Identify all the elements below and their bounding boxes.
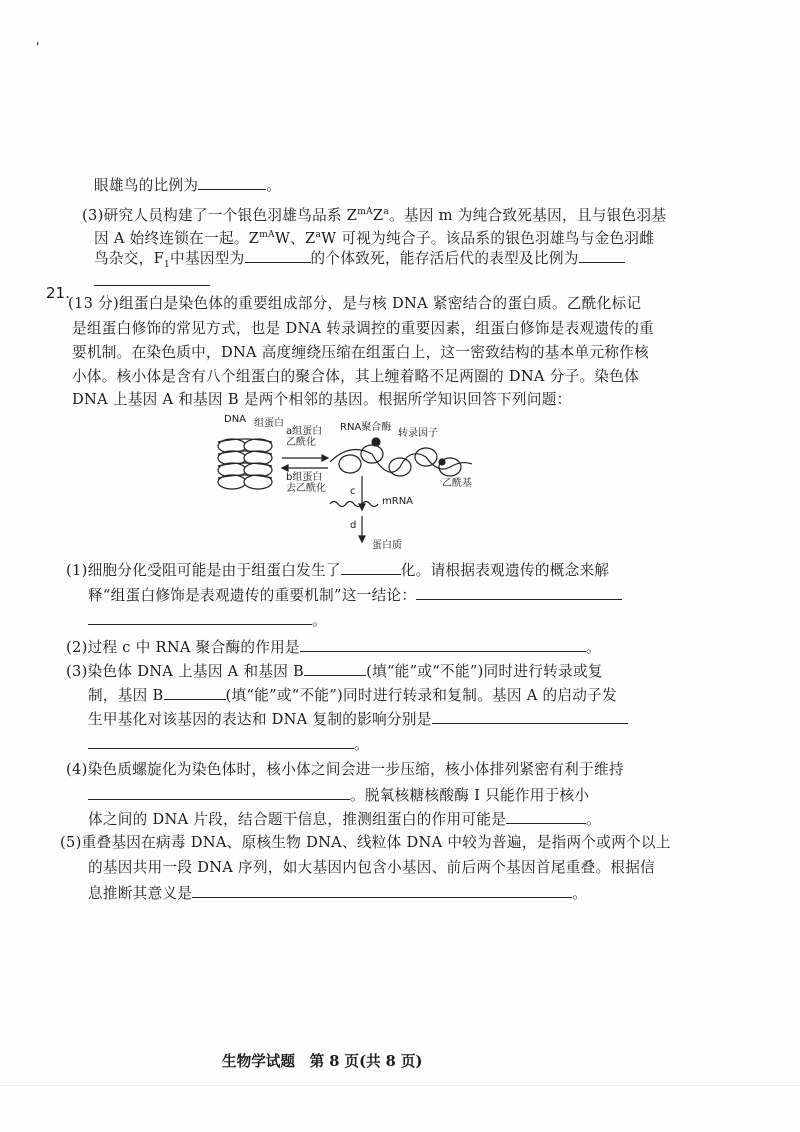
q21-intro-line5: DNA 上基因 A 和基因 B 是两个相邻的基因。根据所学知识回答下列问题： bbox=[72, 391, 572, 408]
question-number: 21. bbox=[46, 284, 70, 302]
answer-blank[interactable] bbox=[88, 734, 354, 749]
answer-blank[interactable] bbox=[432, 709, 628, 724]
label-d: d bbox=[350, 520, 357, 531]
corner-mark: ' bbox=[36, 40, 40, 54]
answer-blank[interactable] bbox=[341, 560, 401, 575]
q21-intro-line1: (13 分)组蛋白是染色体的重要组成部分，是与核 DNA 紧密结合的蛋白质。乙酰化标记 bbox=[68, 295, 642, 312]
answer-blank[interactable] bbox=[164, 685, 226, 700]
label-dna: DNA bbox=[224, 414, 247, 425]
subq3-line4: 。 bbox=[88, 734, 369, 755]
q21-intro-line3: 要机制。在染色质中，DNA 高度缠绕压缩在组蛋白上，这一密致结构的基本单元称作核 bbox=[72, 344, 650, 361]
subq3-line1: (3)染色体 DNA 上基因 A 和基因 B (填“能”或“不能”)同时进行转录或复 bbox=[66, 663, 603, 680]
answer-blank[interactable] bbox=[579, 248, 625, 263]
label-c: c bbox=[350, 486, 356, 497]
histone-diagram bbox=[210, 412, 510, 552]
subq1-line3: 。 bbox=[88, 610, 327, 631]
subq4-line2: 。脱氧核糖核酸酶 I 只能作用于核小 bbox=[88, 785, 589, 806]
subq1-line1: (1)细胞分化受阻可能是由于组蛋白发生了 化。请根据表观遗传的概念来解 bbox=[66, 562, 610, 579]
label-transcription-factor: 转录因子 bbox=[398, 428, 438, 439]
q21-intro-line4: 小体。核小体是含有八个组蛋白的聚合体，其上缠着略不足两圈的 DNA 分子。染色体 bbox=[72, 368, 640, 385]
subq4-line3: 体之间的 DNA 片段，结合题干信息，推测组蛋白的作用可能是 。 bbox=[88, 811, 602, 828]
label-rna-polymerase: RNA聚合酶 bbox=[340, 422, 392, 433]
subq4-line1: (4)染色质螺旋化为染色体时，核小体之间会进一步压缩，核小体排列紧密有利于维持 bbox=[66, 761, 624, 778]
page-edge bbox=[0, 1085, 800, 1086]
subq3-line3: 生甲基化对该基因的表达和 DNA 复制的影响分别是 bbox=[88, 709, 628, 730]
answer-blank-line[interactable] bbox=[94, 285, 210, 286]
answer-blank[interactable] bbox=[304, 661, 366, 676]
label-a-acetylation: a组蛋白 乙酰化 bbox=[286, 426, 323, 448]
label-mrna: mRNA bbox=[382, 496, 414, 507]
answer-blank[interactable] bbox=[88, 785, 350, 800]
subq5-line3: 息推断其意义是 。 bbox=[88, 885, 588, 902]
subq5-line2: 的基因共用一段 DNA 序列，如大基因内包含小基因、前后两个基因首尾重叠。根据信 bbox=[88, 859, 656, 876]
answer-blank[interactable] bbox=[506, 809, 586, 824]
answer-blank[interactable] bbox=[245, 248, 311, 263]
prev-q3-line1: (3)研究人员构建了一个银色羽雄鸟品系 $Z^{mA}Z^a$。基因 m 为纯合致死基因，且与银色羽基 bbox=[82, 206, 667, 224]
page-footer: 生物学试题 第 8 页(共 8 页) bbox=[222, 1053, 423, 1070]
answer-blank[interactable] bbox=[198, 175, 266, 190]
answer-blank[interactable] bbox=[192, 883, 572, 898]
prev-q3-line2: 因 A 始终连锁在一起。$Z^{mA}W$、$Z^aW$ 可视为纯合子。该品系的银色羽雄鸟与金色羽雌 bbox=[94, 229, 655, 247]
prev-question-tail: 眼雄鸟的比例为 。 bbox=[94, 177, 282, 194]
answer-blank[interactable] bbox=[300, 637, 586, 652]
label-acetyl: 乙酰基 bbox=[442, 478, 472, 489]
subq3-line2: 制，基因 B (填“能”或“不能”)同时进行转录和复制。基因 A 的启动子发 bbox=[88, 687, 617, 704]
q21-intro-line2: 是组蛋白修饰的常见方式，也是 DNA 转录调控的重要因素，组蛋白修饰是表观遗传的重 bbox=[72, 320, 654, 337]
subq2: (2)过程 c 中 RNA 聚合酶的作用是 。 bbox=[66, 639, 601, 656]
answer-blank[interactable] bbox=[416, 585, 622, 600]
label-histone: 组蛋白 bbox=[254, 418, 284, 429]
subq5-line1: (5)重叠基因在病毒 DNA、原核生物 DNA、线粒体 DNA 中较为普遍，是指两个或两个以上 bbox=[60, 834, 671, 851]
answer-blank[interactable] bbox=[88, 610, 312, 625]
label-protein: 蛋白质 bbox=[372, 540, 402, 551]
prev-q3-line3: 鸟杂交，$F_1$中基因型为 的个体致死，能存活后代的表型及比例为 bbox=[94, 248, 625, 275]
label-b-deacetylation: b组蛋白 去乙酰化 bbox=[286, 472, 326, 494]
subq1-line2: 释“组蛋白修饰是表观遗传的重要机制”这一结论： bbox=[88, 585, 622, 606]
